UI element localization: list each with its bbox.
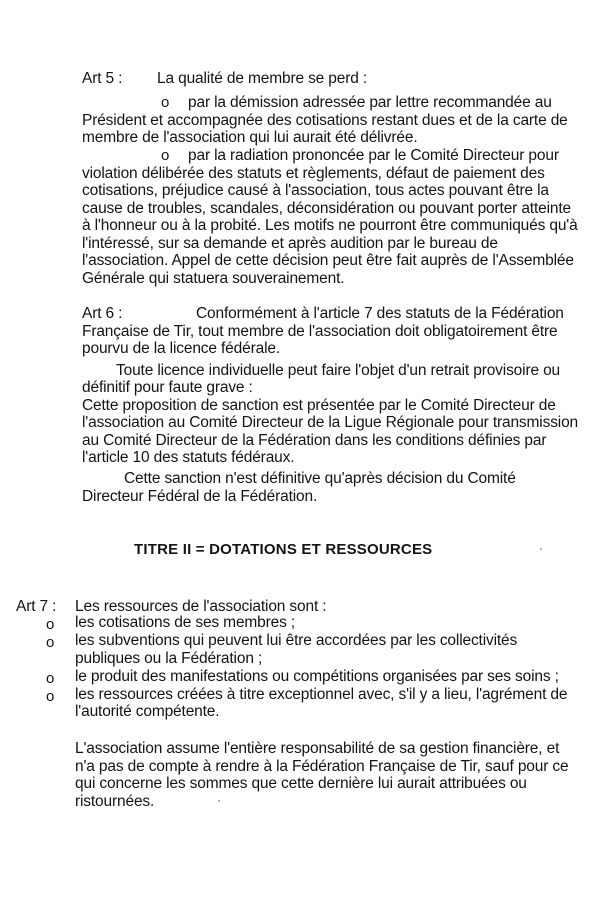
art5-item2-line: cause de troubles, scandales, déconsidération ou pouvant porter atteinte <box>82 200 571 217</box>
art5-item1-line: par la démission adressée par lettre recommandée au <box>188 94 552 111</box>
art5-item1-line: Président et accompagnée des cotisations restant dues et de la carte de <box>82 112 568 129</box>
art6-line: l'association au Comité Directeur de la Ligue Régionale pour transmission <box>82 414 579 431</box>
scan-speck <box>218 800 220 802</box>
art5-item2-line: à l'honneur ou à la probité. Les motifs ne pourront être communiqués qu'à <box>82 217 578 234</box>
art7-item-marker: o <box>46 616 55 633</box>
art7-label: Art 7 : <box>16 598 57 615</box>
art7-closing-line: ristournées. <box>75 793 155 810</box>
art6-line: définitif pour faute grave : <box>82 379 253 396</box>
art5-item2-line: l'intéressé, sur sa demande et après audition par le bureau de <box>82 235 498 252</box>
art7-item-line: les subventions qui peuvent lui être accordées par les collectivités <box>75 632 518 649</box>
art6-line: pourvu de la licence fédérale. <box>82 340 280 357</box>
art6-line: l'article 10 des statuts fédéraux. <box>82 449 295 466</box>
art5-item2-line: violation délibérée des statuts et règlements, défaut de paiement des <box>82 165 545 182</box>
section-title: TITRE II = DOTATIONS ET RESSOURCES <box>134 541 433 558</box>
art5-item1-marker: o <box>161 94 170 111</box>
art5-item1-line: membre de l'association qui lui aurait été délivrée. <box>82 129 418 146</box>
art6-line: au Comité Directeur de la Fédération dans les conditions définies par <box>82 432 547 449</box>
scan-speck <box>540 548 542 550</box>
art5-label: Art 5 : <box>82 70 123 87</box>
art7-item-marker: o <box>46 688 55 705</box>
art7-item-marker: o <box>46 634 55 651</box>
art6-line: Cette proposition de sanction est présentée par le Comité Directeur de <box>82 397 556 414</box>
art5-item2-line: par la radiation prononcée par le Comité Directeur pour <box>188 147 559 164</box>
art7-item-line: l'autorité compétente. <box>75 703 220 720</box>
art7-intro: Les ressources de l'association sont : <box>75 598 327 615</box>
art6-line: Cette sanction n'est définitive qu'après décision du Comité <box>124 470 516 487</box>
art5-item2-line: Générale qui statuera souverainement. <box>82 270 345 287</box>
art7-closing-line: qui concerne les sommes que cette dernière lui aurait attribuées ou <box>75 775 527 792</box>
art5-item2-line: cotisations, préjudice causé à l'association, tous actes pouvant être la <box>82 182 549 199</box>
art7-item-line: le produit des manifestations ou compétitions organisées par ses soins ; <box>75 668 559 685</box>
art6-line: Toute licence individuelle peut faire l'objet d'un retrait provisoire ou <box>116 362 561 379</box>
art7-closing-line: n'a pas de compte à rendre à la Fédération Française de Tir, sauf pour ce <box>75 758 569 775</box>
art7-item-line: les cotisations de ses membres ; <box>75 614 296 631</box>
art7-item-line: publiques ou la Fédération ; <box>75 650 263 667</box>
art5-item2-marker: o <box>161 147 170 164</box>
art5-intro: La qualité de membre se perd : <box>157 70 368 87</box>
art6-label: Art 6 : <box>82 305 123 322</box>
art6-line: Française de Tir, tout membre de l'association doit obligatoirement être <box>82 323 558 340</box>
art5-item2-line: l'association. Appel de cette décision peut être fait auprès de l'Assemblée <box>82 252 574 269</box>
art6-line: Directeur Fédéral de la Fédération. <box>82 488 318 505</box>
art7-item-line: les ressources créées à titre exceptionnel avec, s'il y a lieu, l'agrément de <box>75 686 568 703</box>
art6-line: Conformément à l'article 7 des statuts de la Fédération <box>196 305 564 322</box>
art7-item-marker: o <box>46 670 55 687</box>
art7-closing-line: L'association assume l'entière responsabilité de sa gestion financière, et <box>75 740 560 757</box>
